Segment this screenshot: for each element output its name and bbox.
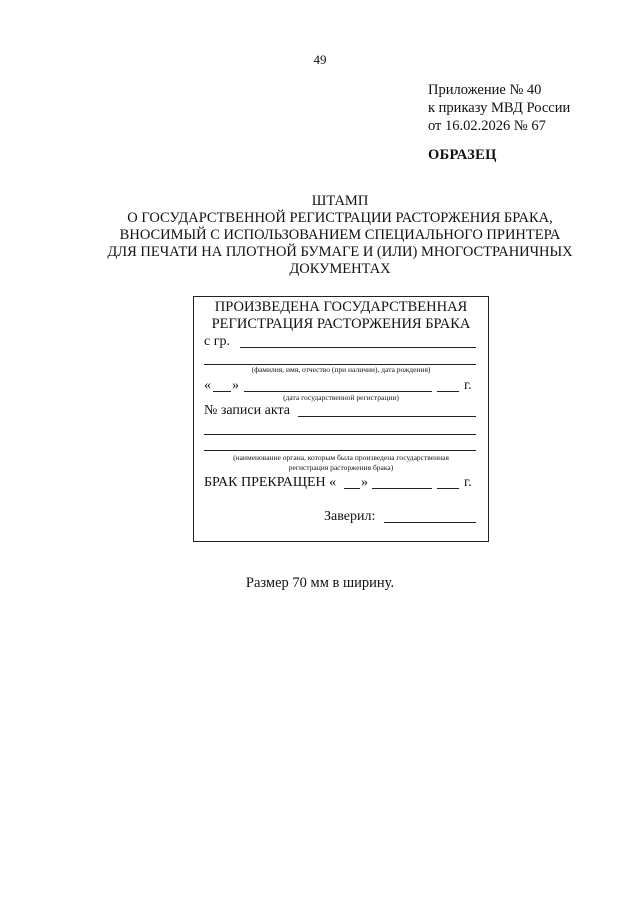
citizen-line [240, 347, 476, 348]
date-year-suffix: г. [464, 378, 472, 393]
date-caption: (дата государственной регистрации) [283, 393, 399, 402]
date-year-line [437, 391, 459, 392]
date-month-line [244, 391, 432, 392]
appendix-date: от 16.02.2026 № 67 [428, 118, 546, 134]
stamp-heading [194, 299, 488, 333]
terminated-label: БРАК ПРЕКРАЩЕН « [204, 475, 337, 490]
organ-line-1 [204, 434, 476, 435]
appendix-number: Приложение № 40 [428, 82, 542, 98]
stamp-title-line: ДОКУМЕНТАХ [289, 261, 391, 277]
organ-caption-line: (наименование органа, которым была произведена государственная [233, 453, 449, 462]
citizen-caption: (фамилия, имя, отчество (при наличии), дата рождения) [251, 365, 431, 374]
terminated-month-line [372, 488, 432, 489]
appendix-order: к приказу МВД России [428, 100, 571, 116]
stamp-title-line: ВНОСИМЫЙ С ИСПОЛЬЗОВАНИЕМ СПЕЦИАЛЬНОГО ПРИНТЕРА [119, 227, 561, 243]
page-number: 49 [313, 52, 327, 67]
terminated-close-quote: » [361, 475, 368, 490]
date-open-quote: « [204, 378, 211, 393]
organ-line-2 [204, 450, 476, 451]
stamp-title-line: О ГОСУДАРСТВЕННОЙ РЕГИСТРАЦИИ РАСТОРЖЕНИЯ БРАКА, [127, 210, 553, 226]
stamp-title-line: ДЛЯ ПЕЧАТИ НА ПЛОТНОЙ БУМАГЕ И (ИЛИ) МНОГОСТРАНИЧНЫХ [107, 244, 573, 260]
certified-label: Заверил: [324, 509, 376, 524]
terminated-day-line [344, 488, 360, 489]
size-note: Размер 70 мм в ширину. [245, 575, 395, 591]
appendix-block [428, 81, 570, 135]
stamp-heading-line: ПРОИЗВЕДЕНА ГОСУДАРСТВЕННАЯ [214, 299, 468, 315]
date-close-quote: » [232, 378, 239, 393]
certified-line [384, 522, 476, 523]
stamp-title [90, 193, 590, 278]
terminated-year-suffix: г. [464, 475, 472, 490]
stamp-heading-line: РЕГИСТРАЦИЯ РАСТОРЖЕНИЯ БРАКА [211, 316, 471, 332]
record-label: № записи акта [204, 403, 290, 418]
terminated-year-line [437, 488, 459, 489]
citizen-label: с гр. [204, 334, 230, 349]
stamp-title-line: ШТАМП [311, 193, 369, 209]
record-line [298, 416, 476, 417]
organ-caption [194, 453, 488, 473]
sample-label: ОБРАЗЕЦ [428, 147, 497, 163]
organ-caption-line: регистрация расторжения брака) [288, 463, 394, 472]
stamp-box [193, 296, 489, 542]
date-day-line [213, 391, 231, 392]
